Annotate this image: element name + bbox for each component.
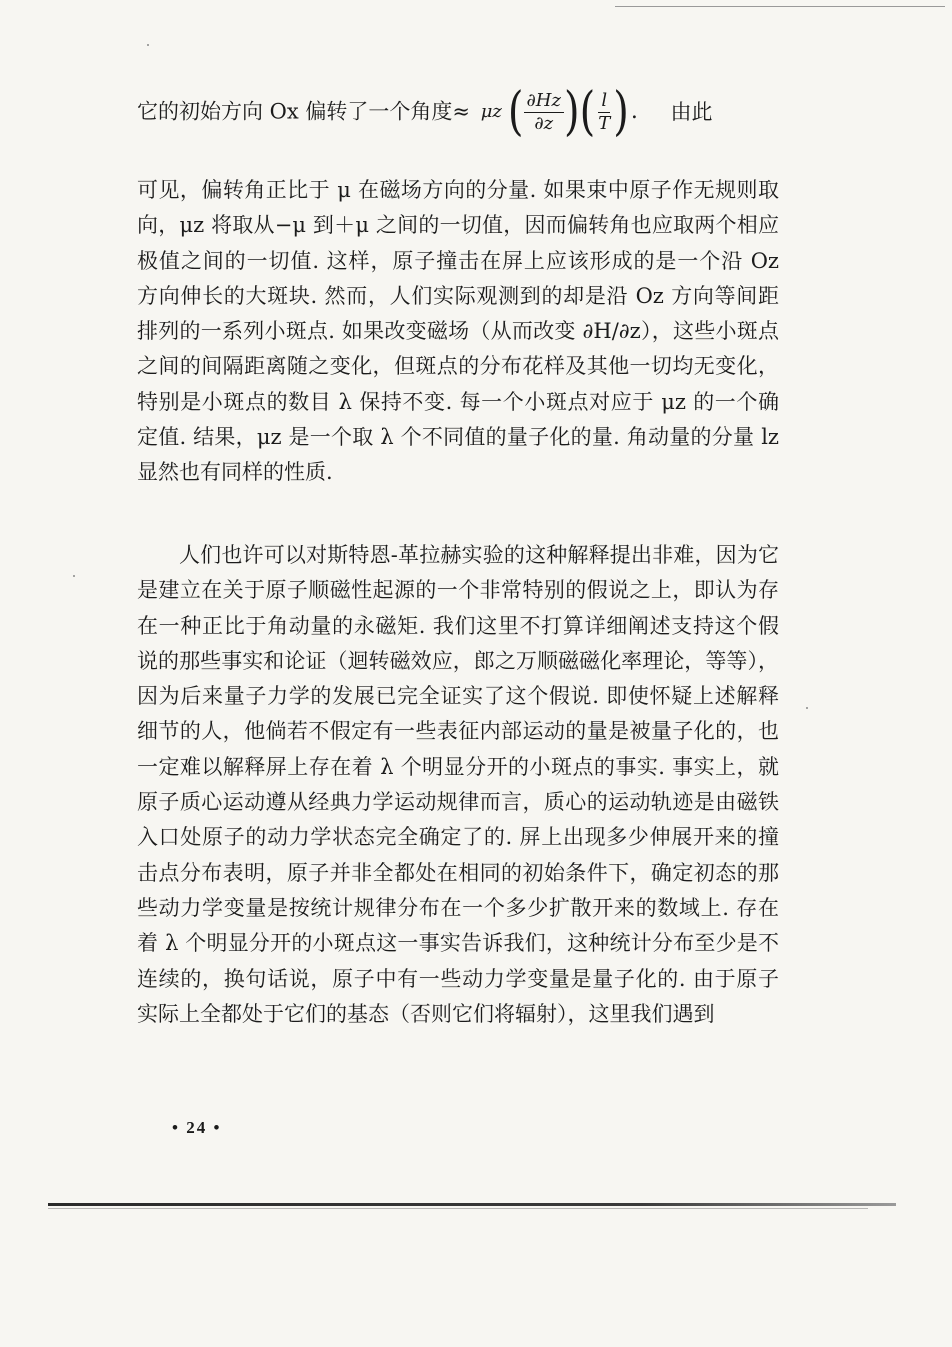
fraction-dH-dz (524, 90, 565, 135)
deflection-formula (481, 81, 638, 143)
paper-speck (73, 575, 75, 577)
formula-line (137, 80, 797, 143)
body-paragraph: 人们也许可以对斯特恩-革拉赫实验的这种解释提出非难，因为它是建立在关于原子顺磁性起源的一个非常特别的假说之上，即认为存在一种正比于角动量的永磁矩. 我们这里不打算详细阐述支持这个假说的那些事实和论证（迴转磁效应，郎之万顺磁磁化率理论，等等），因为后来量子力学的发展已完全证实了这个假说. 即使怀疑上述解释细节的人，他倘若不假定有一些表征内部运动的量是被量子化的，也一定难以解释屏上存在着 λ 个明显分开的小斑点的事实. 事实上，就原子质心运动遵从经典力学运动规律而言，质心的运动轨迹是由磁铁入口处原子的动力学状态完全确定了的. 屏上出现多少伸展开来的撞击点分布表明，原子并非全都处在相同的初始条件下，确定初态的那些动力学变量是按统计规律分布在一个多少扩散开来的数域上. 存在着 λ 个明显分开的小斑点这一事实告诉我们，这种统计分布至少是不连续的，换句话说，原子中有一些动力学变量是量子化的. 由于原子实际上全都处于它们的基态（否则它们将辐射），这里我们遇到 (137, 543, 779, 1026)
formula-mu: μz (480, 101, 502, 123)
paren-right: ) (564, 82, 580, 143)
fraction-l-T (595, 90, 613, 135)
fraction-denominator: ∂z (534, 112, 554, 134)
fraction-numerator: l (598, 90, 610, 113)
formula-trailing-text: 由此 (670, 99, 713, 124)
paper-speck (806, 707, 808, 709)
page-number: • 24 • (172, 1118, 222, 1137)
fraction-numerator: ∂Hz (524, 90, 565, 113)
bottom-edge-rule (48, 1203, 896, 1206)
fraction-denominator: T (598, 112, 611, 134)
top-edge-rule (615, 6, 945, 7)
bottom-edge-rule-secondary (48, 1208, 868, 1209)
formula-period: . (630, 99, 638, 125)
paren-right: ) (613, 82, 629, 143)
formula-lead-text: 它的初始方向 Ox 偏转了一个角度≈ (137, 99, 471, 124)
paren-left: ( (507, 82, 524, 143)
paren-left: ( (579, 82, 596, 143)
paper-speck (147, 44, 149, 46)
body-paragraph: 可见，偏转角正比于 μ 在磁场方向的分量. 如果束中原子作无规则取向，μz 将取从−μ 到＋μ 之间的一切值，因而偏转角也应取两个相应极值之间的一切值. 这样，原子撞击在屏上应该形成的是一个沿 Oz 方向伸长的大斑块. 然而，人们实际观测到的却是沿 Oz 方向等间距排列的一系列小斑点. 如果改变磁场（从而改变 ∂H/∂z），这些小斑点之间的间隔距离随之变化，但斑点的分布花样及其他一切均无变化，特别是小斑点的数目 λ 保持不变. 每一个小斑点对应于 μz 的一个确定值. 结果，μz 是一个取 λ 个不同值的量子化的量. 角动量的分量 lz 显然也有同样的性质. (137, 178, 779, 485)
